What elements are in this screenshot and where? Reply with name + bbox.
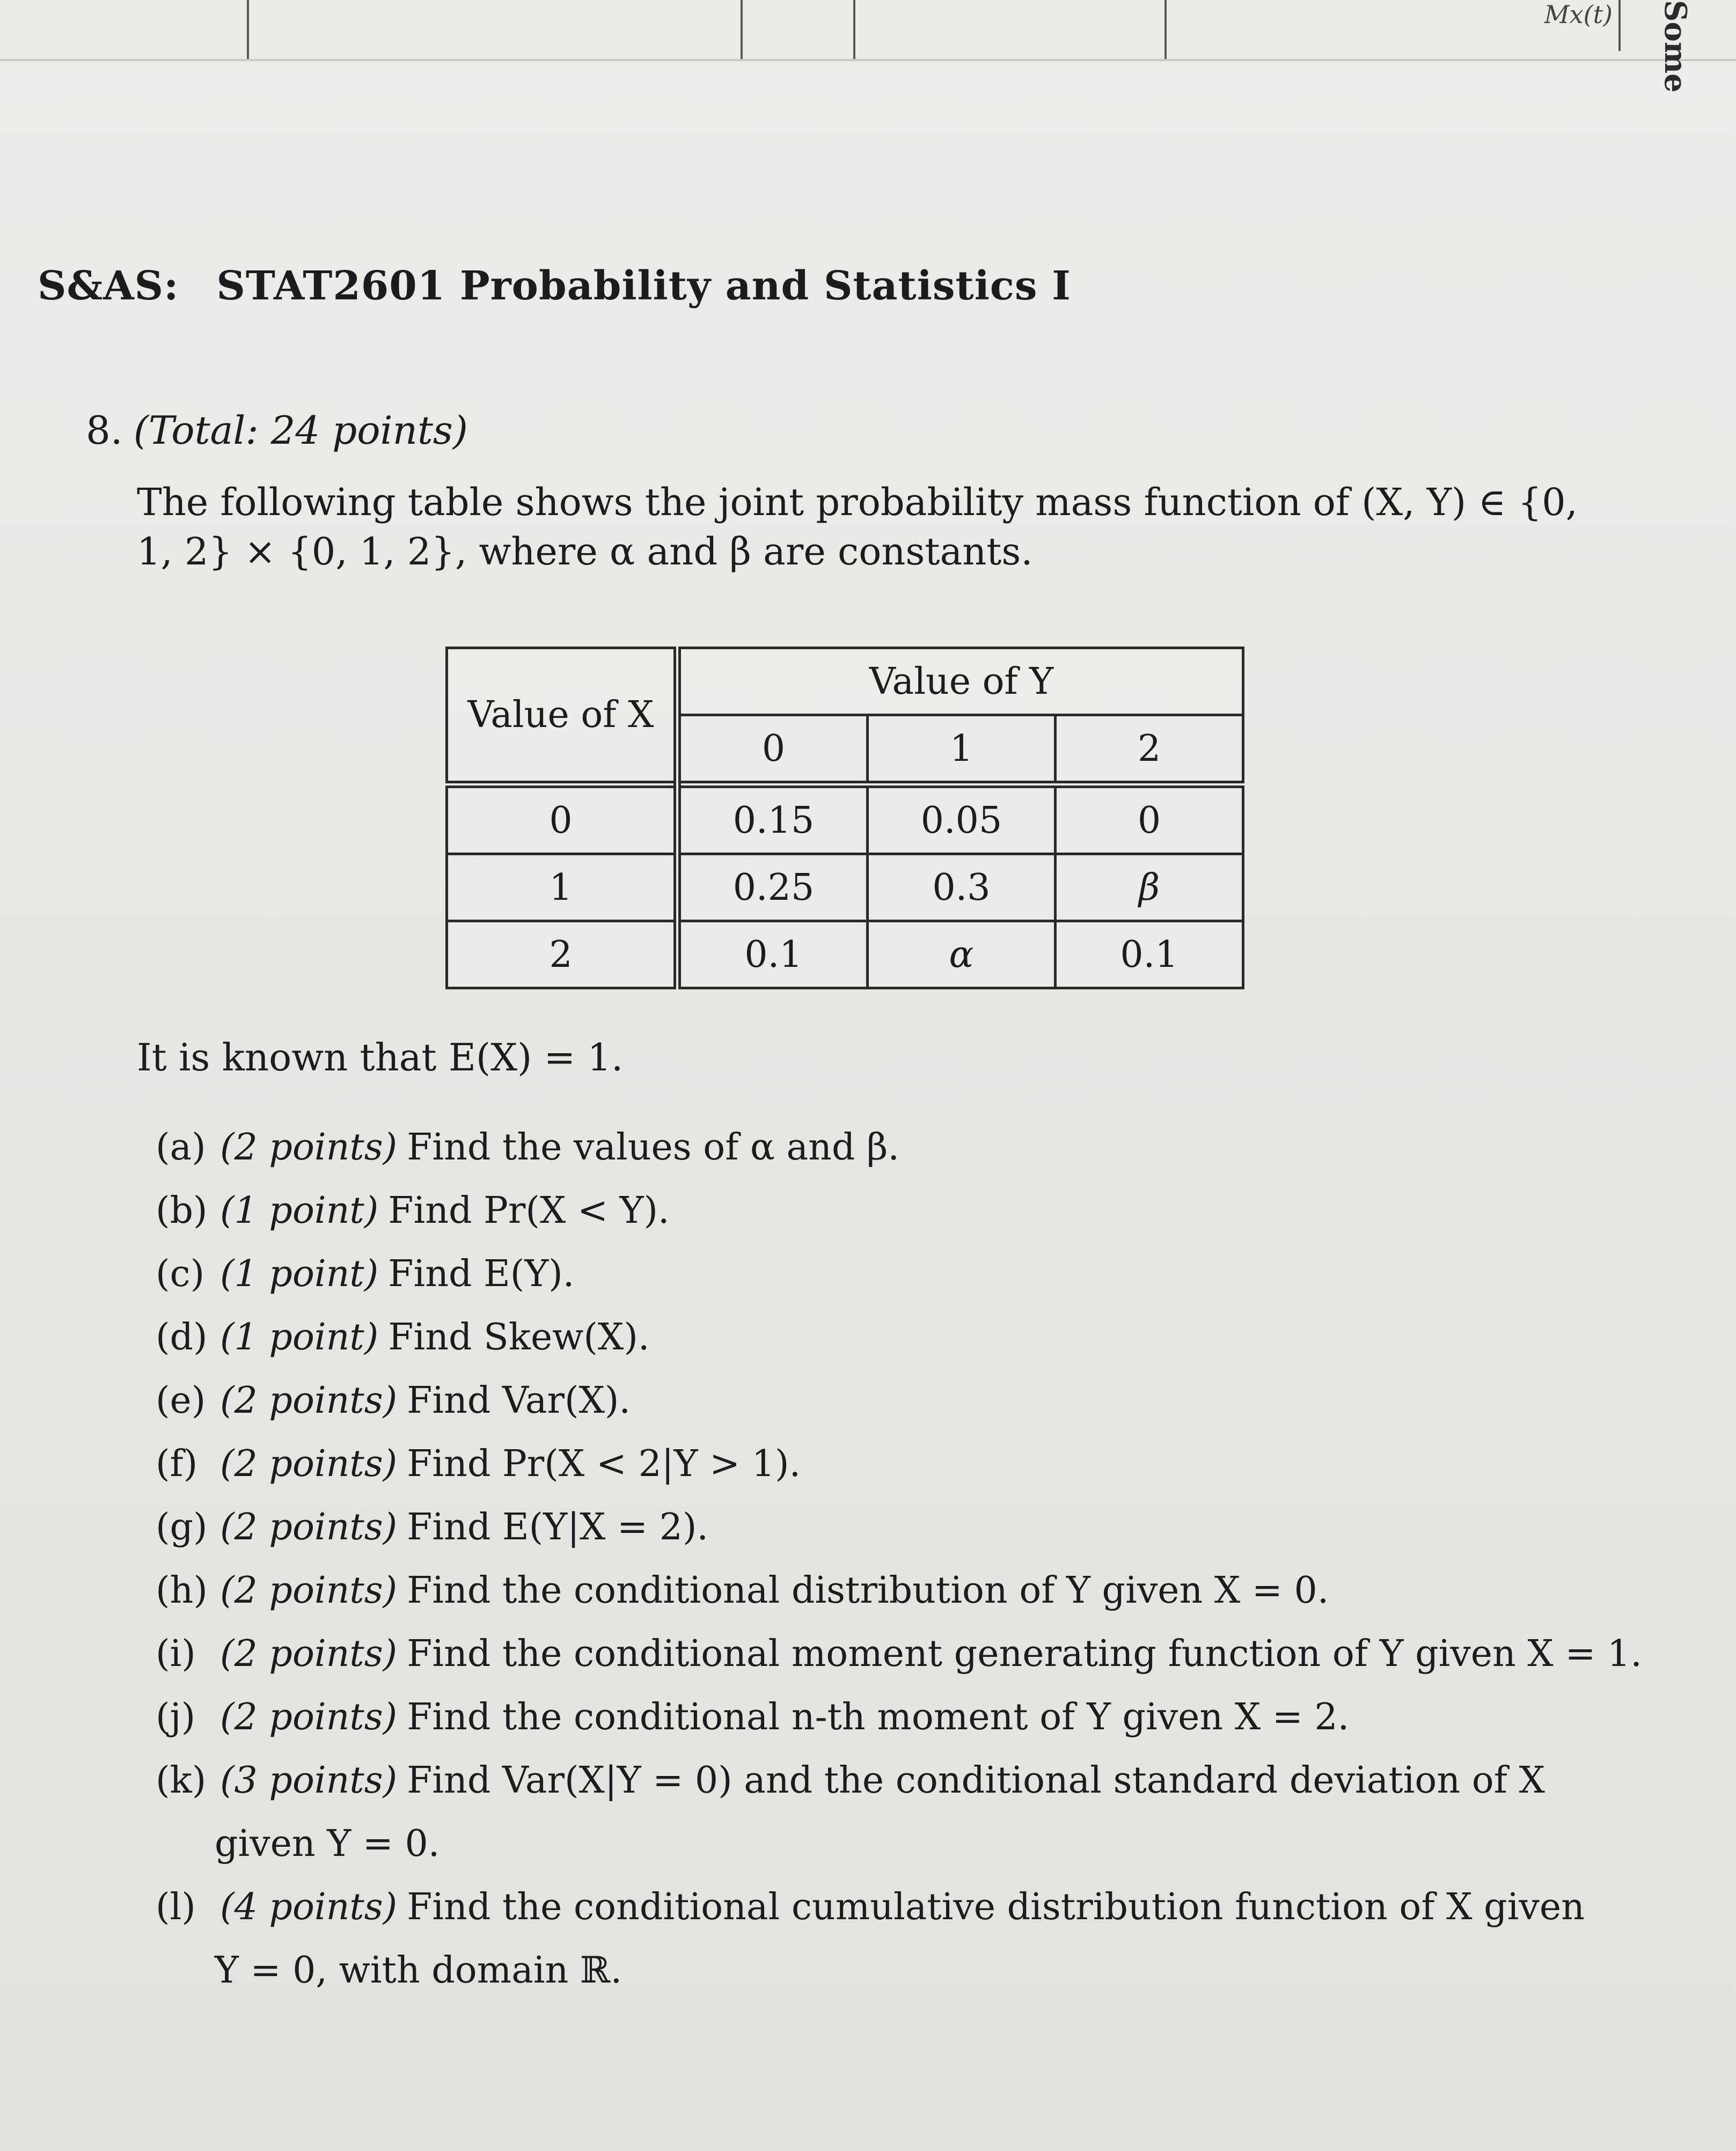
part-label: (b)	[156, 1190, 208, 1232]
part-label: (k)	[156, 1759, 207, 1802]
part-text: Find Skew(X).	[388, 1316, 650, 1359]
list-item	[156, 1559, 1658, 1623]
margin-word: Some	[1658, 0, 1693, 93]
part-label: (l)	[156, 1886, 196, 1928]
question-intro: The following table shows the joint probability mass function of (X, Y) ∈ {0, 1, 2} × {0, 1, 2}, where α and β are constants.	[137, 480, 1578, 574]
question-heading	[86, 408, 468, 453]
list-item	[156, 1306, 1658, 1369]
part-points: (1 point)	[220, 1190, 379, 1232]
list-item	[156, 1686, 1658, 1749]
part-points: (4 points)	[220, 1886, 398, 1928]
part-label: (e)	[156, 1379, 206, 1422]
probability-cell: α	[868, 921, 1056, 988]
probability-cell: 0.25	[677, 854, 868, 921]
mgf-label: Mx(t)	[1544, 0, 1613, 29]
x-value: 1	[447, 854, 678, 921]
list-item	[156, 1433, 1658, 1496]
probability-cell: 0.05	[868, 784, 1056, 854]
part-points: (2 points)	[220, 1506, 398, 1548]
list-item	[156, 1179, 1658, 1243]
list-item	[156, 1369, 1658, 1433]
list-item	[156, 1876, 1658, 2002]
table-row	[447, 921, 1243, 988]
table-rule	[1164, 0, 1167, 59]
probability-cell: 0.1	[1056, 921, 1243, 988]
part-text: Find the conditional cumulative distribution function of X given	[407, 1886, 1585, 1928]
x-value: 2	[447, 921, 678, 988]
previous-page-fragment	[0, 0, 1736, 61]
known-condition: It is known that E(X) = 1.	[137, 1036, 624, 1080]
part-text: Find E(Y|X = 2).	[407, 1506, 709, 1548]
table-row	[447, 854, 1243, 921]
part-text: Find the values of α and β.	[407, 1126, 899, 1169]
y-value: 2	[1056, 715, 1243, 785]
part-text-continued: given Y = 0.	[215, 1823, 440, 1865]
part-points: (2 points)	[220, 1633, 398, 1675]
probability-cell: 0.15	[677, 784, 868, 854]
course-header	[38, 263, 1071, 309]
part-text: Find Var(X|Y = 0) and the conditional standard deviation of X	[407, 1759, 1545, 1802]
part-points: (1 point)	[220, 1253, 379, 1295]
part-points: (2 points)	[220, 1126, 398, 1169]
part-label: (d)	[156, 1316, 208, 1359]
part-text: Find Pr(X < Y).	[388, 1190, 670, 1232]
part-points: (2 points)	[220, 1379, 398, 1422]
probability-cell: 0.3	[868, 854, 1056, 921]
y-value: 0	[677, 715, 868, 785]
table-rule	[247, 0, 249, 59]
probability-cell: 0.1	[677, 921, 868, 988]
question-total-points: (Total: 24 points)	[133, 408, 468, 453]
part-points: (2 points)	[220, 1569, 398, 1612]
table-row	[447, 784, 1243, 854]
part-text: Find the conditional distribution of Y given X = 0.	[407, 1569, 1329, 1612]
part-label: (i)	[156, 1633, 196, 1675]
part-text: Find E(Y).	[388, 1253, 575, 1295]
x-value: 0	[447, 784, 678, 854]
part-label: (g)	[156, 1506, 208, 1548]
part-points: (2 points)	[220, 1696, 398, 1738]
part-label: (j)	[156, 1696, 196, 1738]
part-text: Find the conditional n-th moment of Y given X = 2.	[407, 1696, 1350, 1738]
part-text: Find the conditional moment generating function of Y given X = 1.	[407, 1633, 1642, 1675]
part-label: (c)	[156, 1253, 205, 1295]
course-title: STAT2601 Probability and Statistics I	[216, 263, 1071, 309]
table-rule	[1618, 0, 1621, 51]
part-points: (3 points)	[220, 1759, 398, 1802]
x-header: Value of X	[447, 648, 678, 785]
part-text-continued: Y = 0, with domain ℝ.	[215, 1949, 622, 1992]
question-parts	[156, 1116, 1658, 2002]
part-label: (h)	[156, 1569, 208, 1612]
part-label: (f)	[156, 1443, 198, 1485]
list-item	[156, 1749, 1658, 1876]
list-item	[156, 1243, 1658, 1306]
table-rule	[741, 0, 743, 59]
table-rule	[853, 0, 855, 59]
school-code: S&AS:	[38, 263, 179, 309]
part-label: (a)	[156, 1126, 206, 1169]
joint-pmf-table	[445, 647, 1244, 989]
probability-cell: β	[1056, 854, 1243, 921]
question-number: 8.	[86, 408, 123, 453]
part-text: Find Pr(X < 2|Y > 1).	[407, 1443, 801, 1485]
part-text: Find Var(X).	[407, 1379, 631, 1422]
probability-cell: 0	[1056, 784, 1243, 854]
part-points: (1 point)	[220, 1316, 379, 1359]
list-item	[156, 1623, 1658, 1686]
y-value: 1	[868, 715, 1056, 785]
list-item	[156, 1496, 1658, 1559]
list-item	[156, 1116, 1658, 1179]
y-header: Value of Y	[677, 648, 1243, 715]
part-points: (2 points)	[220, 1443, 398, 1485]
